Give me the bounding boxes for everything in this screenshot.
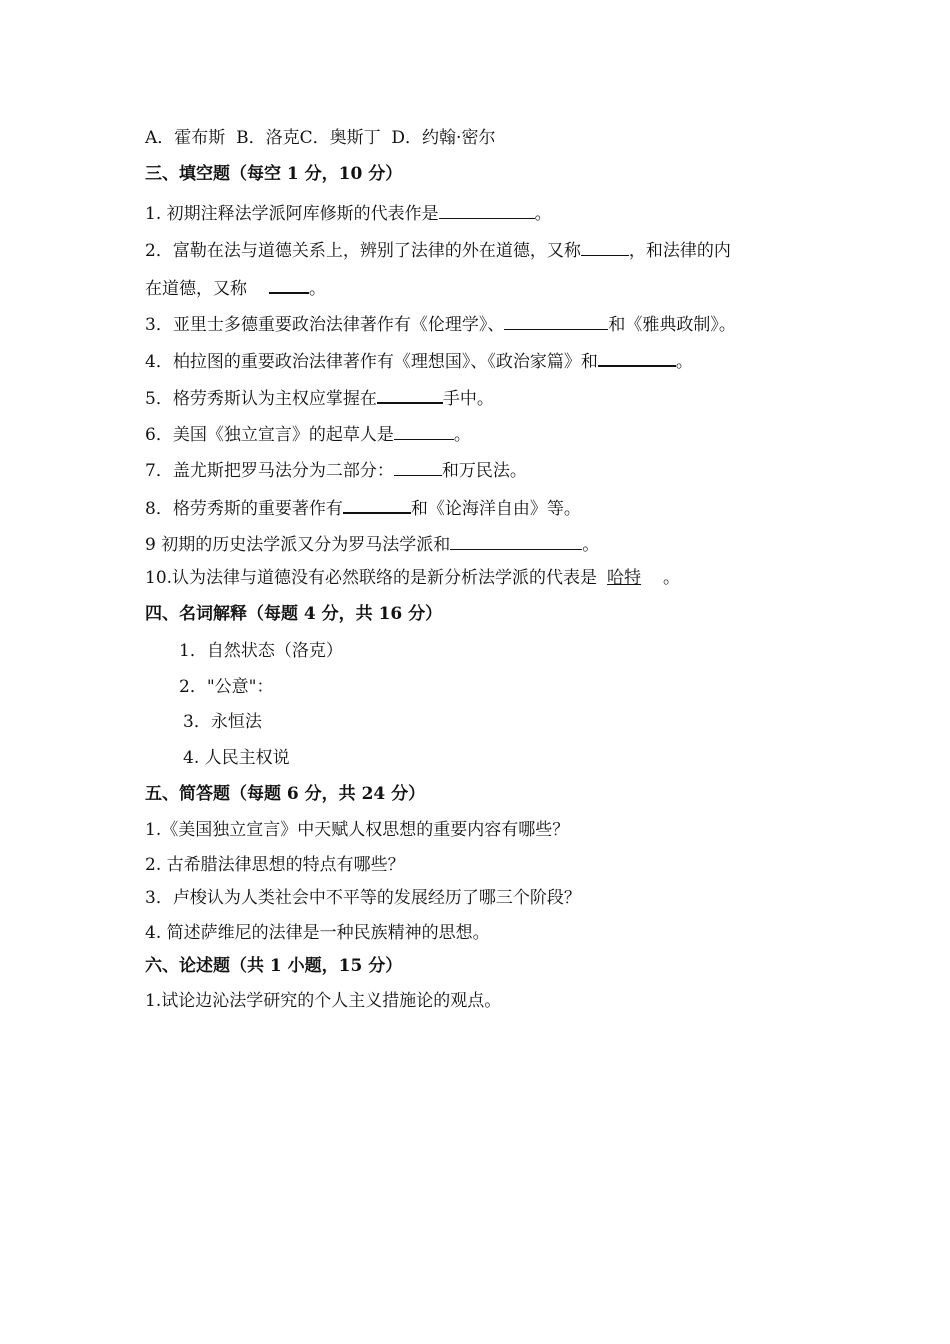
choice-options-line	[145, 127, 495, 149]
section6-heading: 六、论述题（共 1 小题，15 分）	[145, 956, 403, 976]
fill-question-8	[145, 494, 581, 520]
section4-heading: 四、名词解释（每题 4 分，共 16 分）	[145, 604, 443, 624]
answer-blank	[450, 531, 582, 550]
fill-question-2-line1	[145, 237, 731, 262]
question-text-end: 。	[534, 204, 552, 224]
answer-blank	[394, 421, 454, 440]
question-text: 5．格劳秀斯认为主权应掌握在	[145, 389, 377, 409]
question-text: 2．富勒在法与道德关系上，辨别了法律的外在道德，又称	[145, 241, 581, 261]
question-text-end: 和《雅典政制》。	[608, 315, 736, 335]
question-text-end: 。	[453, 425, 471, 445]
question-text: 7．盖尤斯把罗马法分为二部分：	[145, 461, 394, 481]
fill-question-10	[145, 567, 680, 589]
question-text: 9 初期的历史法学派又分为罗马法学派和	[145, 535, 451, 555]
term-item: 1．自然状态（洛克）	[179, 641, 343, 661]
question-text: 8．格劳秀斯的重要著作有	[145, 499, 343, 519]
question-text-end: 和《论海洋自由》等。	[410, 499, 581, 519]
short-answer-item: 2. 古希腊法律思想的特点有哪些？	[145, 855, 405, 875]
term-item: 3．永恒法	[183, 712, 262, 732]
fill-question-3	[145, 311, 736, 336]
term-item: 2．"公意"：	[179, 677, 274, 697]
short-answer-item: 4. 简述萨维尼的法律是一种民族精神的思想。	[145, 923, 490, 943]
question-text: 10.认为法律与道德没有必然联络的是新分析法学派的代表是	[145, 568, 598, 588]
short-answer-item: 1.《美国独立宣言》中天赋人权思想的重要内容有哪些？	[145, 820, 570, 840]
fill-question-4	[145, 347, 693, 373]
option-b: B．洛克	[236, 128, 300, 148]
answer-blank	[439, 200, 535, 219]
question-text: 3．亚里士多德重要政治法律著作有《伦理学》、	[145, 315, 505, 335]
fill-question-5	[145, 384, 494, 410]
question-text: ，和法律的内	[628, 241, 731, 261]
option-a: A．霍布斯	[145, 128, 226, 148]
question-text-end: 。	[582, 535, 600, 555]
answer-blank	[377, 384, 443, 404]
fill-question-2-line2	[145, 274, 326, 300]
fill-question-6	[145, 421, 471, 446]
option-c: C．奥斯丁	[299, 128, 381, 148]
answer-blank	[581, 237, 629, 256]
option-d: D．约翰·密尔	[391, 128, 496, 148]
fill-question-9	[145, 531, 599, 556]
question-text: 4．柏拉图的重要政治法律著作有《理想国》、《政治家篇》和	[145, 352, 598, 372]
question-text-end: 。	[675, 352, 693, 372]
answer-blank	[598, 347, 676, 367]
fill-question-7	[145, 457, 527, 482]
question-text-end: 和万民法。	[441, 461, 527, 481]
answer-blank	[269, 274, 309, 294]
essay-item: 1.试论边沁法学研究的个人主义措施论的观点。	[145, 991, 502, 1011]
answer-blank	[504, 311, 608, 330]
section3-heading: 三、填空题（每空 1 分，10 分）	[145, 164, 403, 184]
question-text: 1. 初期注释法学派阿库修斯的代表作是	[145, 204, 439, 224]
question-text-end: 。	[309, 279, 326, 299]
question-text-end: 手中。	[442, 389, 494, 409]
answer-filled: 哈特	[607, 568, 642, 588]
term-item: 4. 人民主权说	[183, 748, 290, 768]
fill-question-1	[145, 200, 552, 225]
section5-heading: 五、简答题（每题 6 分，共 24 分）	[145, 784, 426, 804]
question-text-end: 。	[663, 568, 681, 588]
question-text: 6．美国《独立宣言》的起草人是	[145, 425, 394, 445]
question-text: 在道德，又称	[145, 279, 247, 299]
answer-blank	[343, 494, 411, 514]
answer-blank	[394, 457, 442, 476]
short-answer-item: 3．卢梭认为人类社会中不平等的发展经历了哪三个阶段？	[145, 888, 581, 908]
